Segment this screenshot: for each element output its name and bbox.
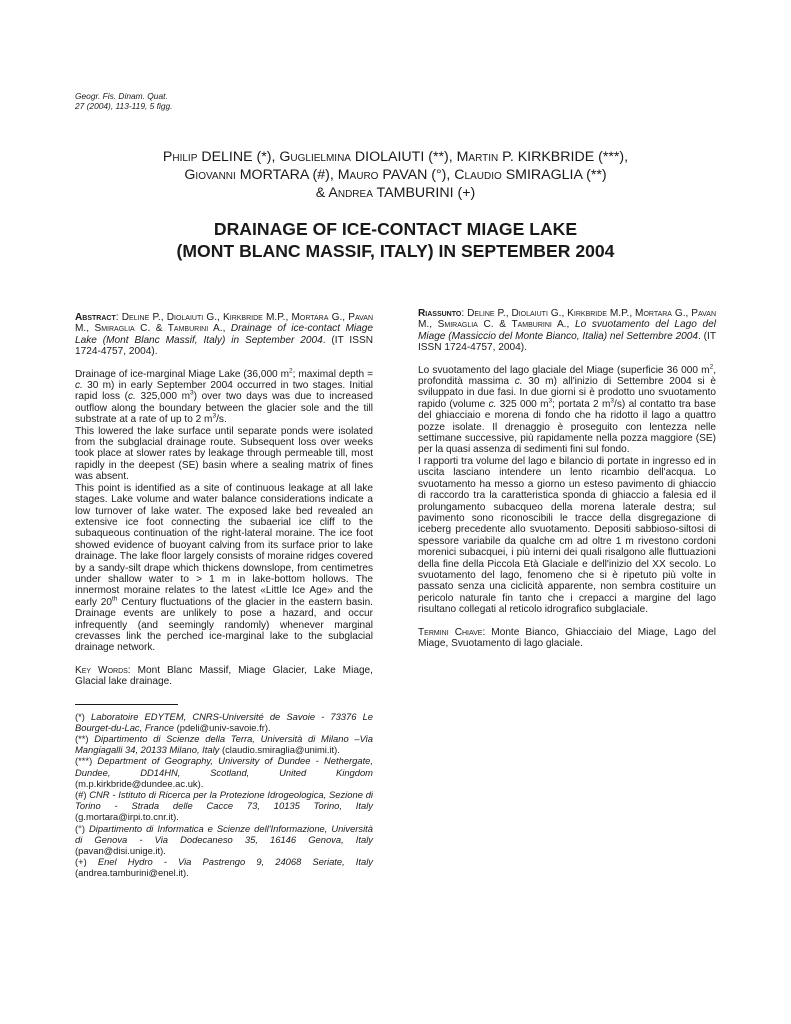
abstract-paragraph-3: This point is identified as a site of continuous leakage at all lake stages. Lake volume and water balance considerations indicate a low turnover of lake water. The exposed lake bed revealed an extensive ice foot connecting the subaerial ice cliff to the subaqueous continuation of the right-lateral moraine. The ice foot showed evidence of buoyant calving from its surface prior to lake drainage. The lake floor largely consists of moraine ridges covered by a sandy-silt drape which thickens downslope, from centimetres under shallow water to > 1 m in lake-bottom hollows. The innermost moraine relates to the latest «Little Ice Age» and the early 20th Century fluctuations of the glacier in the eastern basin. Drainage events are unlikely to pose a hazard, and occur infrequently (and seemingly randomly) whenever marginal crevasses link the perched ice-marginal lake to the subglacial drainage network. <box>75 482 373 654</box>
footnote: (°) Dipartimento di Informatica e Scienze dell'Informazione, Università di Genova - Via Dodecaneso 35, 16146 Genova, Italy (pavan@disi.unige.it). <box>75 822 373 857</box>
abstract-citation-issn: . (IT ISSN 1724-4757, 2004). <box>75 334 373 358</box>
author-list <box>0 148 791 202</box>
paper-title <box>0 218 791 262</box>
journal-reference <box>75 91 172 111</box>
riassunto-citation-issn: . (IT ISSN 1724-4757, 2004). <box>418 330 716 354</box>
riassunto-citation-title: Lo svuotamento del Lago del Miage (Massiccio del Monte Bianco, Italia) nel Settembre 2004 <box>418 319 716 342</box>
journal-volume: 27 (2004), 113-119, 5 figg. <box>75 101 173 111</box>
riassunto-paragraph-1: Lo svuotamento del lago glaciale del Miage (superficie 36 000 $m^2$, profondità massima c. 30 m) all'inizio di Settembre 2004 si è sviluppato in due fasi. In due giorni si è prodotto uno svuotamento rapido (volume c. 325 000 $m^3$; portata 2 $m^3/s$) al contatto tra base del ghiacciaio e morena di fondo che ha ridotto il lago a quattro pozze isolate. Il drenaggio è proseguito con lentezza nelle settimane successive, più rapidamente nella pozza maggiore (SE) per la quasi assenza di sedimenti fini sul fondo. <box>418 363 716 456</box>
footnote: (*) Laboratoire EDYTEM, CNRS-Université de Savoie - 73376 Le Bourget-du-Lac, France (pdeli@univ-savoie.fr). <box>75 710 373 733</box>
keywords <box>75 665 373 688</box>
author-line-1: Philip DELINE (*), Guglielmina DIOLAIUTI (**), Martin P. KIRKBRIDE (***), <box>162 149 629 165</box>
abstract-paragraph-1: Drainage of ice-marginal Miage Lake (36,000 $m^2$; maximal depth = c. 30 m) in early September 2004 occurred in two stages. Initial rapid loss (c. 325,000 $m^3$) over two days was due to increased outflow along the boundary between the glacier sole and the till substrate at a rate of up to 2 $m^3/s$. <box>75 367 373 426</box>
journal-name: Geogr. Fis. Dinam. Quat. <box>75 91 168 101</box>
title-line-2: (MONT BLANC MASSIF, ITALY) IN SEPTEMBER 2004 <box>176 241 615 261</box>
author-line-3: & Andrea TAMBURINI (+) <box>315 185 476 201</box>
footnote: (***) Department of Geography, University of Dundee - Nethergate, Dundee, DD14HN, Scotland, United Kingdom (m.p.kirkbride@dundee.ac.uk). <box>75 755 374 789</box>
riassunto-citation-authors: Deline P., Diolaiuti G., Kirkbride M.P., Mortara G., Pavan M., Smiraglia C. & Tamburini A., <box>418 308 717 331</box>
title-line-1: DRAINAGE OF ICE-CONTACT MIAGE LAKE <box>213 219 578 239</box>
footnote: (+) Enel Hydro - Via Pastrengo 9, 24068 Seriate, Italy (andrea.tamburini@enel.it). <box>75 856 373 879</box>
termini-text: : Monte Bianco, Ghiacciaio del Miage, Lago del Miage, Svuotamento di lago glaciale. <box>418 626 716 649</box>
footnote: (#) CNR - Istituto di Ricerca per la Protezione Idrogeologica, Sezione di Torino - Strada delle Cacce 73, 10135 Torino, Italy (g.mortara@irpi.to.cnr.it). <box>75 789 373 823</box>
abstract-citation-authors: Deline P., Diolaiuti G., Kirkbride M.P., Mortara G., Pavan M., Smiraglia C. & Tamburini A., <box>75 312 374 335</box>
left-column <box>75 312 373 879</box>
author-line-2: Giovanni MORTARA (#), Mauro PAVAN (°), Claudio SMIRAGLIA (**) <box>184 167 607 183</box>
right-column <box>418 308 716 649</box>
termini-label: Termini Chiave <box>418 626 483 638</box>
abstract-label: Abstract <box>75 312 116 323</box>
abstract-paragraph-2: This lowered the lake surface until separate ponds were isolated from the subglacial drainage route. Subsequent loss over weeks took place at slower rates by leakage through permeable till, most rapidly in the deepest (SE) basin where a sealing matrix of fines was absent. <box>75 425 373 483</box>
footnote-divider <box>75 704 178 705</box>
keywords-label: Key Words <box>75 664 128 676</box>
riassunto-citation: Riassunto: Deline P., Diolaiuti G., Kirkbride M.P., Mortara G., Pavan M., Smiraglia C. & Tamburini A., Lo svuotamento del Lago del Miage (Massiccio del Monte Bianco, Italia) nel Settembre 2004. (IT ISSN 1724-4757, 2004). <box>418 308 717 354</box>
riassunto-paragraph-2: I rapporti tra volume del lago e bilancio di portate in ingresso ed in uscita lasciano intendere un lento ricambio dell'acqua. Lo svuotamento ha messo a giorno un esteso pavimento di ghiaccio di raccordo tra la caratteristica sponda di ghiaccio a falesia ed il prolungamento subacqueo della morena laterale destra; sul pavimento sono riconoscibili le tracce della disgregazione di iceberg precedente allo svuotamento. Depositi sabbioso-siltosi di spessore variabile da qualche cm ad oltre 1 m rivestono cordoni morenici subacquei, i più interni dei quali risalgono alle fluttuazioni della fine della Piccola Età Glaciale e dell'inizio del XX secolo. Lo svuotamento del lago, fenomeno che si è ripetuto più volte in passato senza una ciclicità apparente, non sembra costituire un pericolo naturale fin tanto che i crepacci a margine del lago risultano collegati al reticolo idrografico subglaciale. <box>418 455 716 616</box>
abstract-citation-title: Drainage of ice-contact Miage Lake (Mont Blanc Massif, Italy) in September 2004 <box>75 323 373 346</box>
termini-chiave <box>418 627 716 650</box>
footnote: (**) Dipartimento di Scienze della Terra, Università di Milano –Via Mangiagalli 34, 20133 Milano, Italy (claudio.smiraglia@unimi.it). <box>75 733 373 756</box>
riassunto-label: Riassunto <box>418 308 462 319</box>
keywords-text: : Mont Blanc Massif, Miage Glacier, Lake Miage, Glacial lake drainage. <box>75 664 373 688</box>
abstract-citation: Abstract: Deline P., Diolaiuti G., Kirkbride M.P., Mortara G., Pavan M., Smiraglia C. & Tamburini A., Drainage of ice-contact Miage Lake (Mont Blanc Massif, Italy) in September 2004. (IT ISSN 1724-4757, 2004). <box>75 312 374 358</box>
